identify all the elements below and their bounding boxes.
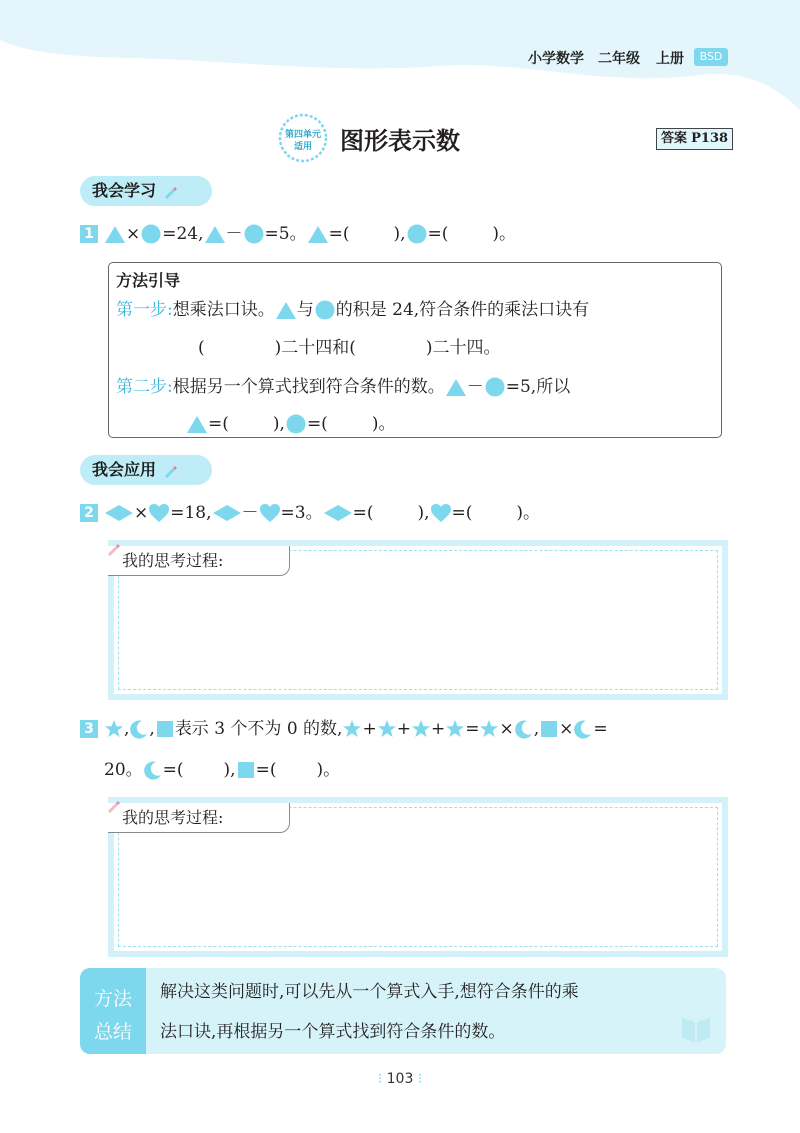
moon-icon [573, 719, 593, 739]
step2-label: 第二步: [116, 377, 173, 397]
q3-text: + [396, 719, 411, 739]
q3-text: , [124, 719, 130, 739]
star-icon [377, 719, 397, 739]
section-apply [80, 455, 212, 485]
q2-text: =3。 [280, 503, 323, 523]
guide-title: 方法引导 [116, 271, 181, 290]
thinking-label-text: 我的思考过程: [122, 808, 224, 827]
step1-text: 的积是 24,符合条件的乘法口诀有 [335, 300, 590, 320]
q3-text: )。 [316, 760, 341, 780]
step1-label: 第一步: [116, 300, 173, 320]
triangle-icon [445, 377, 467, 397]
answer-page: P138 [691, 131, 729, 146]
square-icon [236, 760, 256, 780]
dots-icon: ⁝ [417, 1071, 423, 1087]
guide-step1-line2 [198, 336, 501, 360]
q3-text: × [559, 719, 574, 739]
seal-line1: 第四单元 [284, 130, 321, 140]
step1-text: 与 [296, 300, 314, 320]
triangle-icon [204, 224, 226, 244]
q3-text: = [465, 719, 480, 739]
q2-text: )。 [516, 503, 541, 523]
step2-text: =( [306, 414, 328, 434]
circle-icon [140, 223, 162, 245]
heart-icon [148, 503, 170, 523]
square-icon [539, 719, 559, 739]
q2-text: × [134, 503, 149, 523]
header-grade: 二年级 [598, 51, 640, 67]
unit-seal [278, 113, 328, 163]
seal-line2: 适用 [293, 142, 312, 152]
book-icon [680, 1014, 712, 1044]
pencil-icon [106, 542, 122, 558]
q2-text: =( [451, 503, 473, 523]
question-1 [104, 222, 516, 246]
step1-text: 想乘法口诀。 [172, 300, 275, 320]
moon-icon [514, 719, 534, 739]
q1-text: － [225, 224, 243, 244]
pencil-icon [162, 463, 178, 479]
edition-badge: BSD [694, 48, 728, 66]
q1-text: ), [393, 224, 406, 244]
square-icon [155, 719, 175, 739]
circle-icon [285, 413, 307, 435]
answer-ref [656, 128, 733, 150]
step1-text: )二十四。 [425, 338, 501, 358]
pencil-icon [162, 184, 178, 200]
page-number-wrap [372, 1071, 428, 1087]
q3-text: 20。 [104, 760, 143, 780]
circle-icon [484, 376, 506, 398]
diamond-icon [212, 504, 242, 522]
q3-text: =( [162, 760, 184, 780]
question-2 [104, 501, 540, 525]
question-number: 3 [80, 720, 98, 738]
step1-text: )二十四和( [274, 338, 356, 358]
step2-text: =( [208, 414, 229, 434]
guide-step2 [116, 375, 570, 399]
guide-step1 [116, 298, 589, 322]
q2-text: ), [417, 503, 430, 523]
star-icon [479, 719, 499, 739]
summary-line2: 法口诀,再根据另一个算式找到符合条件的数。 [160, 1022, 506, 1042]
thinking-label-text: 我的思考过程: [122, 551, 224, 570]
circle-icon [406, 223, 428, 245]
step2-text: － [466, 377, 484, 397]
star-icon [104, 719, 124, 739]
step2-text: )。 [371, 414, 396, 434]
q1-text: × [126, 224, 141, 244]
triangle-icon [275, 300, 297, 320]
summary-line1: 解决这类问题时,可以先从一个算式入手,想符合条件的乘 [160, 982, 579, 1002]
q3-text: , [149, 719, 155, 739]
q1-text: =( [427, 224, 449, 244]
diamond-icon [104, 504, 134, 522]
q3-text: = [593, 719, 608, 739]
step2-text: =5,所以 [505, 377, 571, 397]
q1-text: =24, [162, 224, 204, 244]
section-learn-label: 我会学习 [92, 181, 157, 200]
guide-step2-line2 [186, 412, 395, 436]
step1-text: ( [198, 338, 205, 358]
q3-text: =( [255, 760, 277, 780]
triangle-icon [104, 224, 126, 244]
header-term: 上册 [656, 51, 684, 67]
moon-icon [129, 719, 149, 739]
circle-icon [243, 223, 265, 245]
q3-text: ), [223, 760, 236, 780]
heart-icon [430, 503, 452, 523]
question-number: 1 [80, 225, 98, 243]
step2-text: ), [272, 414, 285, 434]
q1-text: )。 [492, 224, 517, 244]
star-icon [411, 719, 431, 739]
star-icon [342, 719, 362, 739]
star-icon [445, 719, 465, 739]
triangle-icon [307, 224, 329, 244]
question-3-line2 [104, 758, 340, 782]
step2-text: 根据另一个算式找到符合条件的数。 [172, 377, 445, 397]
dots-icon: ⁝ [377, 1071, 383, 1087]
thinking-label [108, 546, 290, 576]
moon-icon [143, 760, 163, 780]
summary-label [80, 968, 146, 1054]
header-subject: 小学数学 [528, 51, 584, 67]
q3-text: × [499, 719, 514, 739]
page-number: 103 [386, 1071, 414, 1087]
diamond-icon [323, 504, 353, 522]
q1-text: =( [328, 224, 350, 244]
q2-text: =18, [170, 503, 212, 523]
q3-text: + [430, 719, 446, 739]
pencil-icon [106, 799, 122, 815]
q1-text: =5。 [264, 224, 307, 244]
section-apply-label: 我会应用 [92, 460, 157, 479]
q2-text: － [241, 503, 259, 523]
q3-text: + [362, 719, 377, 739]
answer-label: 答案 [661, 131, 688, 146]
heart-icon [259, 503, 281, 523]
q2-text: =( [352, 503, 374, 523]
thinking-label [108, 803, 290, 833]
question-number: 2 [80, 504, 98, 522]
circle-icon [314, 299, 336, 321]
summary-label-line2: 总结 [93, 1021, 132, 1043]
q3-text: 表示 3 个不为 0 的数, [174, 719, 343, 739]
page-title: 图形表示数 [340, 127, 460, 155]
section-learn [80, 176, 212, 206]
summary-label-line1: 方法 [93, 988, 132, 1010]
question-3-line1 [104, 717, 608, 741]
triangle-icon [186, 414, 208, 434]
q3-text: , [533, 719, 540, 739]
